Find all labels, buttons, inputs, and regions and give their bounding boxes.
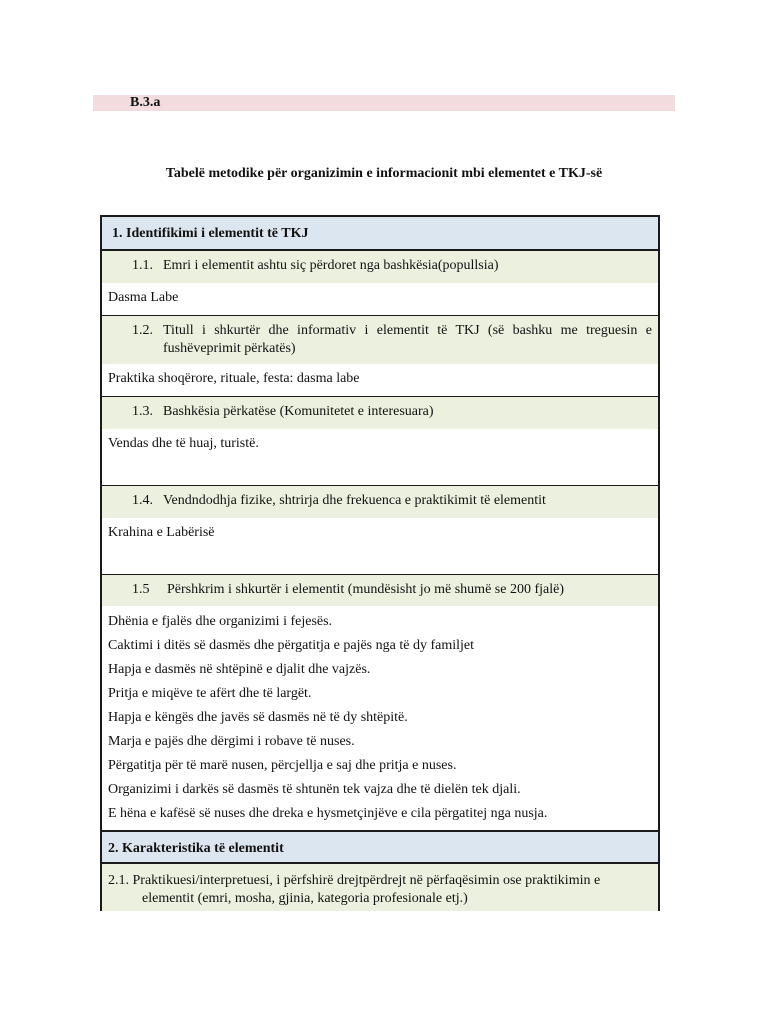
item-1-3-value: Vendas dhe të huaj, turistë. xyxy=(102,429,658,486)
item-1-1-label: Emri i elementit ashtu siç përdoret nga bashkësia(popullsia) xyxy=(163,258,499,273)
item-2-1-label-row xyxy=(102,864,658,911)
description-line: Pritja e miqëve te afërt dhe të largët. xyxy=(108,686,312,701)
section-1-number: 1. xyxy=(112,226,123,241)
item-1-5-label: Përshkrim i shkurtër i elementit (mundësisht jo më shumë se 200 fjalë) xyxy=(167,582,564,597)
item-1-2-value: Praktika shoqërore, rituale, festa: dasma labe xyxy=(102,364,658,397)
description-line: Hapja e dasmës në shtëpinë e djalit dhe vajzës. xyxy=(108,662,371,677)
item-1-5-label-row xyxy=(102,575,658,606)
description-line: Hapja e këngës dhe javës së dasmës në të dy shtëpitë. xyxy=(108,710,408,725)
item-1-1-value: Dasma Labe xyxy=(102,283,658,316)
item-1-4-label-row xyxy=(102,486,658,518)
methodology-table xyxy=(100,215,660,911)
description-line: Dhënia e fjalës dhe organizimi i fejesës. xyxy=(108,614,333,629)
item-1-2-label-row xyxy=(102,316,658,364)
section-code: B.3.a xyxy=(130,95,161,110)
item-1-3-label: Bashkësia përkatëse (Komunitetet e interesuara) xyxy=(163,404,434,419)
item-1-1-number: 1.1. xyxy=(132,258,153,273)
item-1-4-value: Krahina e Labërisë xyxy=(102,518,658,575)
item-2-1-label-line2: elementit (emri, mosha, gjinia, kategoria profesionale etj.) xyxy=(142,891,468,906)
section-2-header: 2. Karakteristika të elementit xyxy=(102,831,658,864)
item-1-4-label: Vendndodhja fizike, shtrirja dhe frekuenca e praktikimit të elementit xyxy=(163,493,546,508)
item-1-4-number: 1.4. xyxy=(132,493,153,508)
description-line: Përgatitja për të marë nusen, përcjellja e saj dhe pritja e nuses. xyxy=(108,758,457,773)
description-line: E hëna e kafësë së nuses dhe dreka e hysmetçinjëve e cila përgatitej nga nusja. xyxy=(108,806,548,821)
item-1-5-number: 1.5 xyxy=(132,582,150,597)
item-1-3-label-row xyxy=(102,397,658,429)
document-title: Tabelë metodike për organizimin e informacionit mbi elementet e TKJ-së xyxy=(165,166,603,181)
section-code-band xyxy=(93,95,675,111)
description-line: Caktimi i ditës së dasmës dhe përgatitja e pajës nga të dy familjet xyxy=(108,638,474,653)
section-1-header xyxy=(102,217,658,251)
item-1-5-description xyxy=(102,606,658,831)
item-1-3-number: 1.3. xyxy=(132,404,153,419)
description-line: Marja e pajës dhe dërgimi i robave të nuses. xyxy=(108,734,355,749)
item-1-2-number: 1.2. xyxy=(132,323,153,338)
item-1-1-label-row xyxy=(102,251,658,283)
description-line: Organizimi i darkës së dasmës të shtunën tek vajza dhe të dielën tek djali. xyxy=(108,782,521,797)
section-1-title: Identifikimi i elementit të TKJ xyxy=(126,226,309,241)
item-1-2-label: Titull i shkurtër dhe informativ i elementit të TKJ (së bashku me treguesin e fushëveprimit përkatës) xyxy=(163,323,652,356)
item-2-1-label-line1: 2.1. Praktikuesi/interpretuesi, i përfshirë drejtpërdrejt në përfaqësimin ose praktikimin e xyxy=(108,873,601,888)
